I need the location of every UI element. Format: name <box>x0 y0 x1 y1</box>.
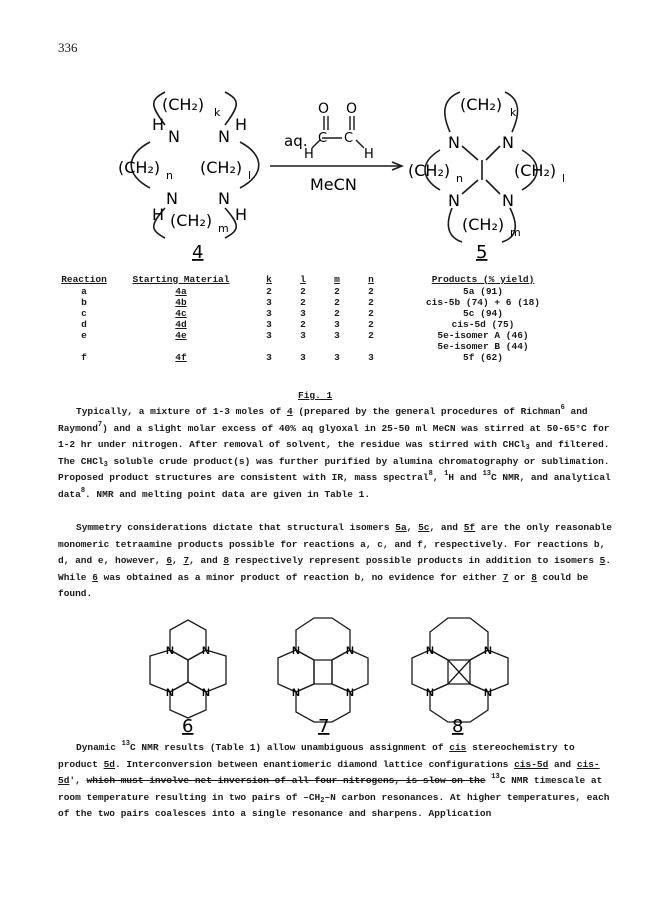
cell-m: 2 <box>334 308 340 319</box>
cell-reaction: e <box>81 330 87 341</box>
h-atom: H <box>152 115 165 134</box>
cell-k: 3 <box>266 352 272 363</box>
cell-reaction: c <box>81 308 87 319</box>
col-header: l <box>300 273 306 285</box>
table-row <box>58 330 578 352</box>
n-atom: N <box>448 191 460 210</box>
cell-l: 2 <box>300 319 306 330</box>
svg-text:N: N <box>426 645 434 657</box>
cell-k: 3 <box>266 319 272 330</box>
n-atom: N <box>502 133 514 152</box>
table-row <box>58 308 578 319</box>
product-line-2: 5e-isomer B (44) <box>437 341 529 352</box>
cell-n: 2 <box>368 308 374 319</box>
figure-caption: Fig. 1 <box>298 390 333 401</box>
cell-products <box>388 352 578 363</box>
cell-n: 2 <box>368 330 374 341</box>
sub-m: m <box>218 222 229 235</box>
n-atom: N <box>166 189 178 208</box>
cell-l: 3 <box>300 308 306 319</box>
reaction-table <box>58 272 578 363</box>
ch2-m: (CH₂) <box>462 215 505 234</box>
oxygen-atom: O <box>318 101 330 117</box>
compound-label-5: 5 <box>476 242 488 263</box>
sub-l: l <box>248 169 252 182</box>
n-atom: N <box>218 127 230 146</box>
hydrogen-atom: H <box>364 147 374 162</box>
cell-k: 3 <box>266 297 272 308</box>
cell-m: 3 <box>334 319 340 330</box>
svg-text:N: N <box>484 687 492 699</box>
sub-n: n <box>166 169 173 182</box>
cell-products <box>388 330 578 352</box>
structure-7 <box>278 618 368 722</box>
cell-starting-material: 4d <box>175 319 187 330</box>
cell-reaction: f <box>81 352 87 363</box>
cell-products <box>388 297 578 308</box>
svg-text:N: N <box>166 687 174 699</box>
col-header: Reaction <box>61 273 107 285</box>
ch2-l: (CH₂) <box>514 161 557 180</box>
structure-8 <box>412 618 508 722</box>
cell-l: 3 <box>300 330 306 341</box>
cell-n: 3 <box>368 352 374 363</box>
cell-reaction: a <box>81 286 87 297</box>
product-line: 5f (62) <box>463 352 503 363</box>
reaction-scheme <box>0 80 672 270</box>
sub-n: n <box>456 172 463 185</box>
svg-text:N: N <box>346 645 354 657</box>
cell-m: 3 <box>334 330 340 341</box>
svg-text:N: N <box>202 687 210 699</box>
svg-text:N: N <box>292 687 300 699</box>
cell-l: 2 <box>300 297 306 308</box>
compound-label-4: 4 <box>192 242 204 263</box>
table-row <box>58 319 578 330</box>
cell-starting-material: 4b <box>175 297 187 308</box>
svg-text:N: N <box>166 645 174 657</box>
cell-starting-material: 4a <box>175 286 187 297</box>
table-header-row <box>58 272 578 286</box>
structure-label-7: 7 <box>318 716 330 736</box>
cell-products <box>388 319 578 330</box>
h-atom: H <box>152 205 165 224</box>
n-atom: N <box>448 133 460 152</box>
ch2-k: (CH₂) <box>162 95 205 114</box>
cell-m: 2 <box>334 286 340 297</box>
table-row <box>58 352 578 363</box>
sub-l: l <box>562 172 566 185</box>
solvent-label: MeCN <box>310 175 357 194</box>
cell-k: 2 <box>266 286 272 297</box>
cell-l: 2 <box>300 286 306 297</box>
cell-starting-material: 4f <box>175 352 187 363</box>
cell-reaction: b <box>81 297 87 308</box>
hydrogen-atom: H <box>304 147 314 162</box>
product-line: 5a (91) <box>463 286 503 297</box>
cell-k: 3 <box>266 330 272 341</box>
svg-text:N: N <box>484 645 492 657</box>
n-atom: N <box>218 189 230 208</box>
cell-k: 3 <box>266 308 272 319</box>
page-number: 336 <box>58 40 78 55</box>
n-atom: N <box>502 191 514 210</box>
ch2-l: (CH₂) <box>200 158 243 177</box>
cell-n: 2 <box>368 319 374 330</box>
ch2-k: (CH₂) <box>460 95 503 114</box>
cell-products <box>388 286 578 297</box>
sub-k: k <box>214 106 221 119</box>
svg-text:N: N <box>426 687 434 699</box>
h-atom: H <box>235 205 248 224</box>
product-line: 5e-isomer A (46) <box>437 330 529 341</box>
cell-starting-material: 4c <box>175 308 187 319</box>
paragraph-dynamic-nmr: Dynamic $^{13}$C NMR results (Table 1) allow unambiguous assignment of cis stereochemistry to product 5d. Interconversion between enantiomeric diamond lattice configurations cis-5d and cis-5d', which must involve net inversion of all four nitrogens, is slow on the $^{13}$C NMR timescale at room temperature resulting in two pairs of $-CH_2-N$ carbon resonances. At higher temperatures, each of the two pairs coalesces into a single resonance and sharpens. Application <box>58 740 610 819</box>
col-header: Products (% yield) <box>431 273 535 285</box>
paragraph-procedure: Typically, a mixture of 1-3 moles of 4 (prepared by the general procedures of Richman$^6$ and Raymond$^7$) and a slight molar excess of 40% aq glyoxal in 25-50 ml MeCN was stirred at 50-65°C for 1-2 hr under nitrogen. After removal of solvent, the residue was stirred with CHCl$_3$ and filtered. The CHCl$_3$ soluble crude product(s) was further purified by alumina chromatography or sublimation. Proposed product structures are consistent with IR, mass spectral$^8$, $^1$H and $^{13}$C NMR, and analytical data$^8$. NMR and melting point data are given in Table 1. <box>58 404 611 500</box>
h-atom: H <box>235 115 248 134</box>
product-line: cis-5d (75) <box>451 319 515 330</box>
structure-label-8: 8 <box>452 716 464 736</box>
structures-6-7-8 <box>0 606 672 736</box>
carbon-atom: C <box>344 131 354 146</box>
table-row <box>58 297 578 308</box>
cell-starting-material: 4e <box>175 330 187 341</box>
product-line: 5c (94) <box>463 308 503 319</box>
structure-6 <box>150 620 226 718</box>
cell-l: 3 <box>300 352 306 363</box>
reagent-aq: aq. <box>284 132 308 150</box>
sub-m: m <box>510 226 521 239</box>
carbon-atom: C <box>318 131 328 146</box>
sub-k: k <box>510 106 517 119</box>
svg-text:N: N <box>202 645 210 657</box>
cell-m: 2 <box>334 297 340 308</box>
n-atom: N <box>168 127 180 146</box>
structure-label-6: 6 <box>182 716 194 736</box>
product-line: cis-5b (74) + 6 (18) <box>425 297 541 308</box>
cell-m: 3 <box>334 352 340 363</box>
cell-reaction: d <box>81 319 87 330</box>
col-header: n <box>368 273 374 285</box>
ch2-n: (CH₂) <box>118 158 161 177</box>
paragraph-symmetry: Symmetry considerations dictate that structural isomers 5a, 5c, and 5f are the only reasonable monomeric tetraamine products possible for reactions a, c, and f, respectively. For reactions b, d, and e, however, 6, 7, and 8 respectively represent possible products in addition to isomers 5. While 6 was obtained as a minor product of reaction b, no evidence for either 7 or 8 could be found. <box>58 522 612 599</box>
svg-text:N: N <box>346 687 354 699</box>
cell-n: 2 <box>368 297 374 308</box>
col-header: k <box>266 273 272 285</box>
table-row <box>58 286 578 297</box>
svg-text:N: N <box>292 645 300 657</box>
ch2-m: (CH₂) <box>170 211 213 230</box>
col-header: m <box>334 273 340 285</box>
col-header: Starting Material <box>132 273 230 285</box>
ch2-n: (CH₂) <box>408 161 451 180</box>
oxygen-atom: O <box>346 101 358 117</box>
cell-products <box>388 308 578 319</box>
cell-n: 2 <box>368 286 374 297</box>
